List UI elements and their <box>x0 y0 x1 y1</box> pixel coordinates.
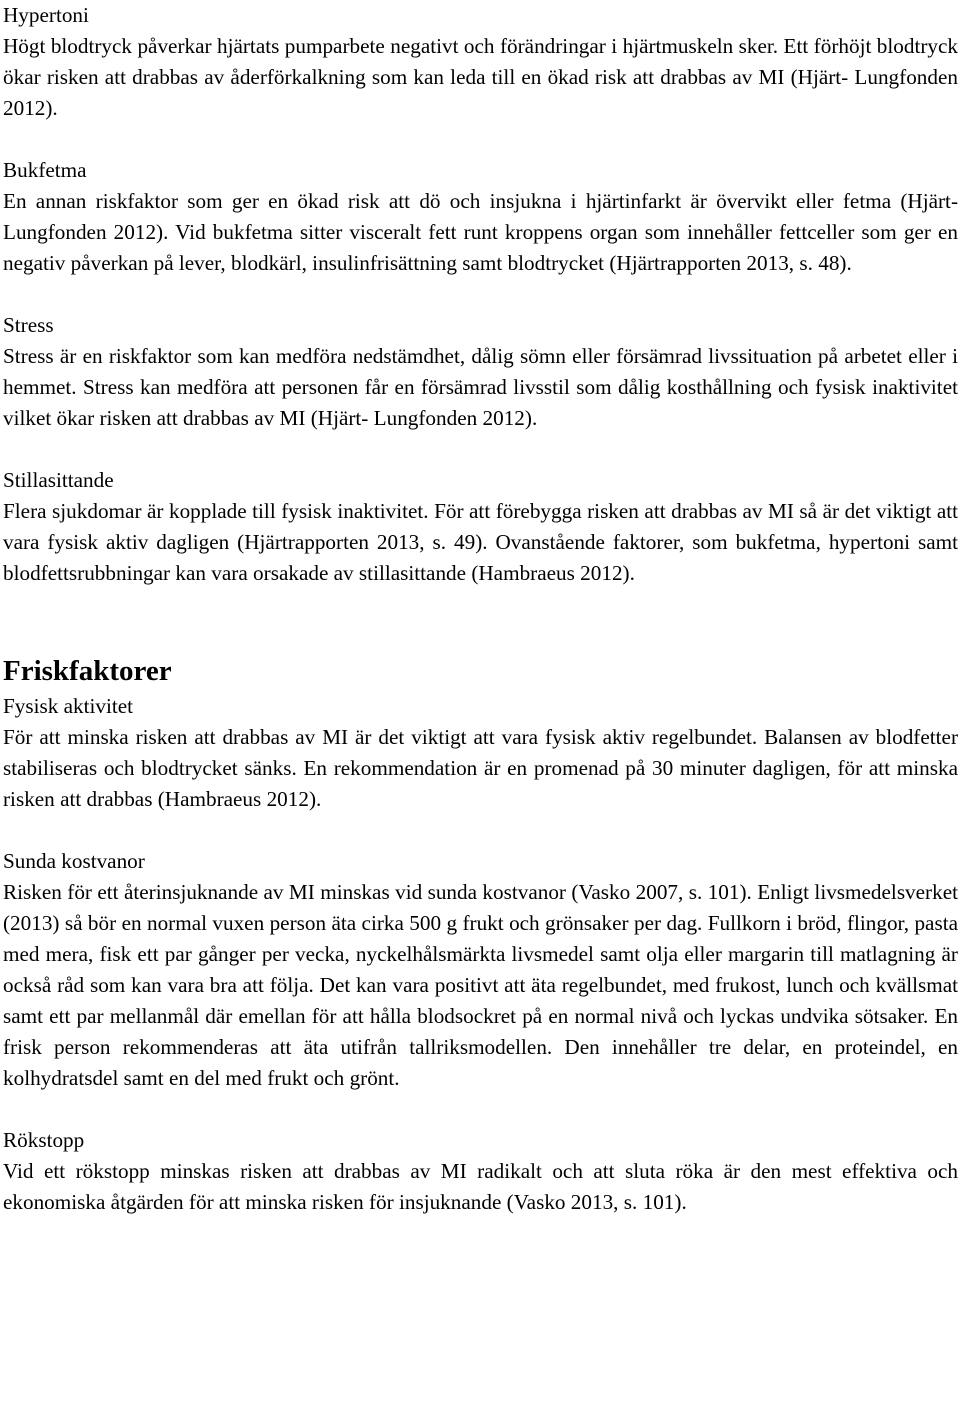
spacer <box>3 589 958 651</box>
paragraph-stress: Stress är en riskfaktor som kan medföra nedstämdhet, dålig sömn eller försämrad livssituation på arbetet eller i hemmet. Stress kan medföra att personen får en försämrad livsstil som dålig kosthållning och fysisk inaktivitet vilket ökar risken att drabbas av MI (Hjärt- Lungfonden 2012). <box>3 344 958 430</box>
spacer <box>3 1094 958 1125</box>
heading-rokstopp: Rökstopp <box>3 1128 85 1152</box>
heading-stillasittande: Stillasittande <box>3 468 114 492</box>
spacer <box>3 124 958 155</box>
spacer <box>3 279 958 310</box>
paragraph-fysisk-aktivitet: För att minska risken att drabbas av MI är det viktigt att vara fysisk aktiv regelbundet. Balansen av blodfetter stabiliseras och blodtrycket sänks. En rekommendation är en promenad på 30 minuter dagligen, för att minska risken att drabbas (Hambraeus 2012). <box>3 725 958 811</box>
heading-stress: Stress <box>3 313 54 337</box>
spacer <box>3 815 958 846</box>
paragraph-hypertoni: Högt blodtryck påverkar hjärtats pumparbete negativt och förändringar i hjärtmuskeln sker. Ett förhöjt blodtryck ökar risken att drabbas av åderförkalkning som kan leda till en ökad risk att drabbas av MI (Hjärt- Lungfonden 2012). <box>3 34 958 120</box>
paragraph-bukfetma: En annan riskfaktor som ger en ökad risk att dö och insjukna i hjärtinfarkt är övervikt eller fetma (Hjärt- Lungfonden 2012). Vid bukfetma sitter visceralt fett runt kroppens organ som innehåller fettceller som ger en negativ påverkan på lever, blodkärl, insulinfrisättning samt blodtrycket (Hjärtrapporten 2013, s. 48). <box>3 189 958 275</box>
heading-fysisk-aktivitet: Fysisk aktivitet <box>3 694 134 718</box>
spacer <box>3 434 958 465</box>
paragraph-rokstopp: Vid ett rökstopp minskas risken att drabbas av MI radikalt och att sluta röka är den mest effektiva och ekonomiska åtgärden för att minska risken för insjuknande (Vasko 2013, s. 101). <box>3 1159 958 1214</box>
paragraph-sunda-kostvanor: Risken för ett återinsjuknande av MI minskas vid sunda kostvanor (Vasko 2007, s. 101). Enligt livsmedelsverket (2013) så bör en normal vuxen person äta cirka 500 g frukt och grönsaker per dag. Fullkorn i bröd, flingor, pasta med mera, fisk ett par gånger per vecka, nyckelhålsmärkta livsmedel samt olja eller margarin till matlagning är också råd som kan vara bra att följa. Det kan vara positivt att äta regelbundet, med frukost, lunch och kvällsmat samt ett par mellanmål där emellan för att hålla blodsockret på en normal nivå och lyckas undvika sötsaker. En frisk person rekommenderas att äta utifrån tallriksmodellen. Den innehåller tre delar, en proteindel, en kolhydratsdel samt en del med frukt och grönt. <box>3 880 958 1090</box>
section-title-friskfaktorer: Friskfaktorer <box>3 655 172 687</box>
heading-bukfetma: Bukfetma <box>3 158 87 182</box>
heading-sunda-kostvanor: Sunda kostvanor <box>3 849 145 873</box>
heading-hypertoni: Hypertoni <box>3 3 89 27</box>
paragraph-stillasittande: Flera sjukdomar är kopplade till fysisk inaktivitet. För att förebygga risken att drabbas av MI så är det viktigt att vara fysisk aktiv dagligen (Hjärtrapporten 2013, s. 49). Ovanstående faktorer, som bukfetma, hypertoni samt blodfettsrubbningar kan vara orsakade av stillasittande (Hambraeus 2012). <box>3 499 958 585</box>
